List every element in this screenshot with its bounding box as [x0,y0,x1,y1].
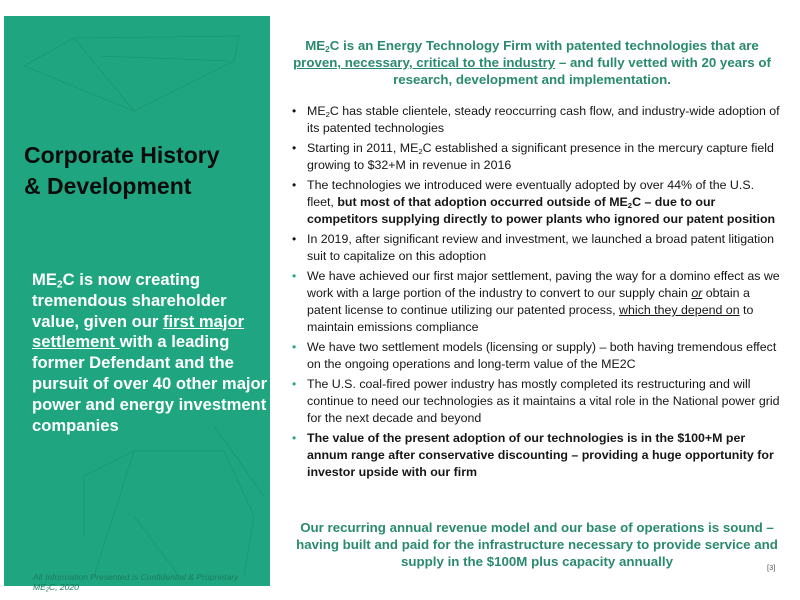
bullet-icon: • [292,104,297,118]
list-item [292,231,781,265]
bullet-text: We have achieved our first major settlement, paving the way for a domino effect as we work with a large portion of the industry to convert to our supply chain [307,269,780,300]
list-item [292,268,781,336]
headline-text: C is an Energy Technology Firm with patented technologies that are [329,38,759,53]
bullet-text: Starting in 2011, ME [307,141,419,155]
footer-line1: All Information Presented is Confidential & Proprietary [33,572,239,582]
bullet-text: to maintain emissions compliance [307,303,754,334]
bullet-text: In 2019, after significant review and investment, we launched a broad patent litigation suit to capitalize on this adoption [307,232,775,263]
bullet-bold-text: but most of that adoption occurred outside of ME [337,195,628,209]
headline-text: – and fully vetted with 20 years of research, development and implementation. [393,55,771,87]
page-number: [3] [767,563,776,572]
list-item [292,430,781,481]
footer-line2 [33,582,269,592]
bullet-icon: • [292,178,297,192]
subscript: 2 [56,279,63,291]
subscript: 2 [418,146,423,156]
summary-text: C is now creating tremendous shareholder value, given our [32,270,227,331]
bullet-icon: • [292,340,297,354]
bullet-icon: • [292,431,297,445]
footer-text: C, 2020 [48,582,79,592]
bullet-text: The technologies we introduced were eventually adopted by over 44% of the U.S. fleet, [307,178,755,209]
confidential-footer [33,572,269,592]
panel-summary [32,270,268,436]
subscript: 2 [325,109,330,119]
summary-text: with a leading former Defendant and the pursuit of over 40 other major power and energy investment companies [32,332,268,435]
subscript: 2 [627,200,633,210]
bullet-text: C established a significant presence in the mercury capture field growing to $32+M in revenue in 2016 [307,141,774,172]
closing-statement: Our recurring annual revenue model and our base of operations is sound – having built and paid for the infrastructure necessary to provide service and supply in the $100M plus capacity annually [296,520,778,569]
bullet-icon: • [292,232,297,246]
bullet-emphasis: or [691,286,703,300]
left-panel [4,16,270,594]
bullet-icon: • [292,269,297,283]
list-item [292,140,781,174]
summary-text: ME [32,270,57,289]
list-item [292,177,781,228]
list-item [292,103,781,137]
headline-underlined: proven, necessary, critical to the industry [293,55,556,70]
bullet-text: ME [307,104,326,118]
headline [282,37,782,88]
list-item [292,339,781,373]
bullet-bold-text: The value of the present adoption of our technologies is in the $100+M per annum range after conservative discounting – providing a huge opportunity for investor upside with our firm [307,431,774,479]
bullet-text: C has stable clientele, steady reoccurring cash flow, and industry-wide adoption of its patented technologies [307,104,780,135]
subscript: 2 [325,45,330,55]
panel-title-line2: & Development [24,173,192,199]
bullet-icon: • [292,377,297,391]
summary-underlined: first major settlement [32,311,245,352]
bullet-list [292,103,781,484]
footer-text: ME [33,582,46,592]
bullet-text: The U.S. coal-fired power industry has mostly completed its restructuring and will continue to need our technologies as it maintains a vital role in the National power grid for the next decade and beyond [307,377,780,425]
headline-text: ME [305,38,326,53]
subscript: 2 [45,587,49,594]
bullet-text: We have two settlement models (licensing or supply) – both having tremendous effect on the ongoing operations and long-term value of the ME2C [307,340,777,371]
panel-title [24,140,264,202]
bullet-icon: • [292,141,297,155]
bullet-text: obtain a patent license to continue utilizing our patented process, [307,286,750,317]
bullet-underlined: which they depend on [619,303,740,317]
panel-title-line1: Corporate History [24,142,220,168]
list-item [292,376,781,427]
bullet-bold-text: C – due to our competitors supplying directly to power plants who ignored our patent position [307,195,776,226]
